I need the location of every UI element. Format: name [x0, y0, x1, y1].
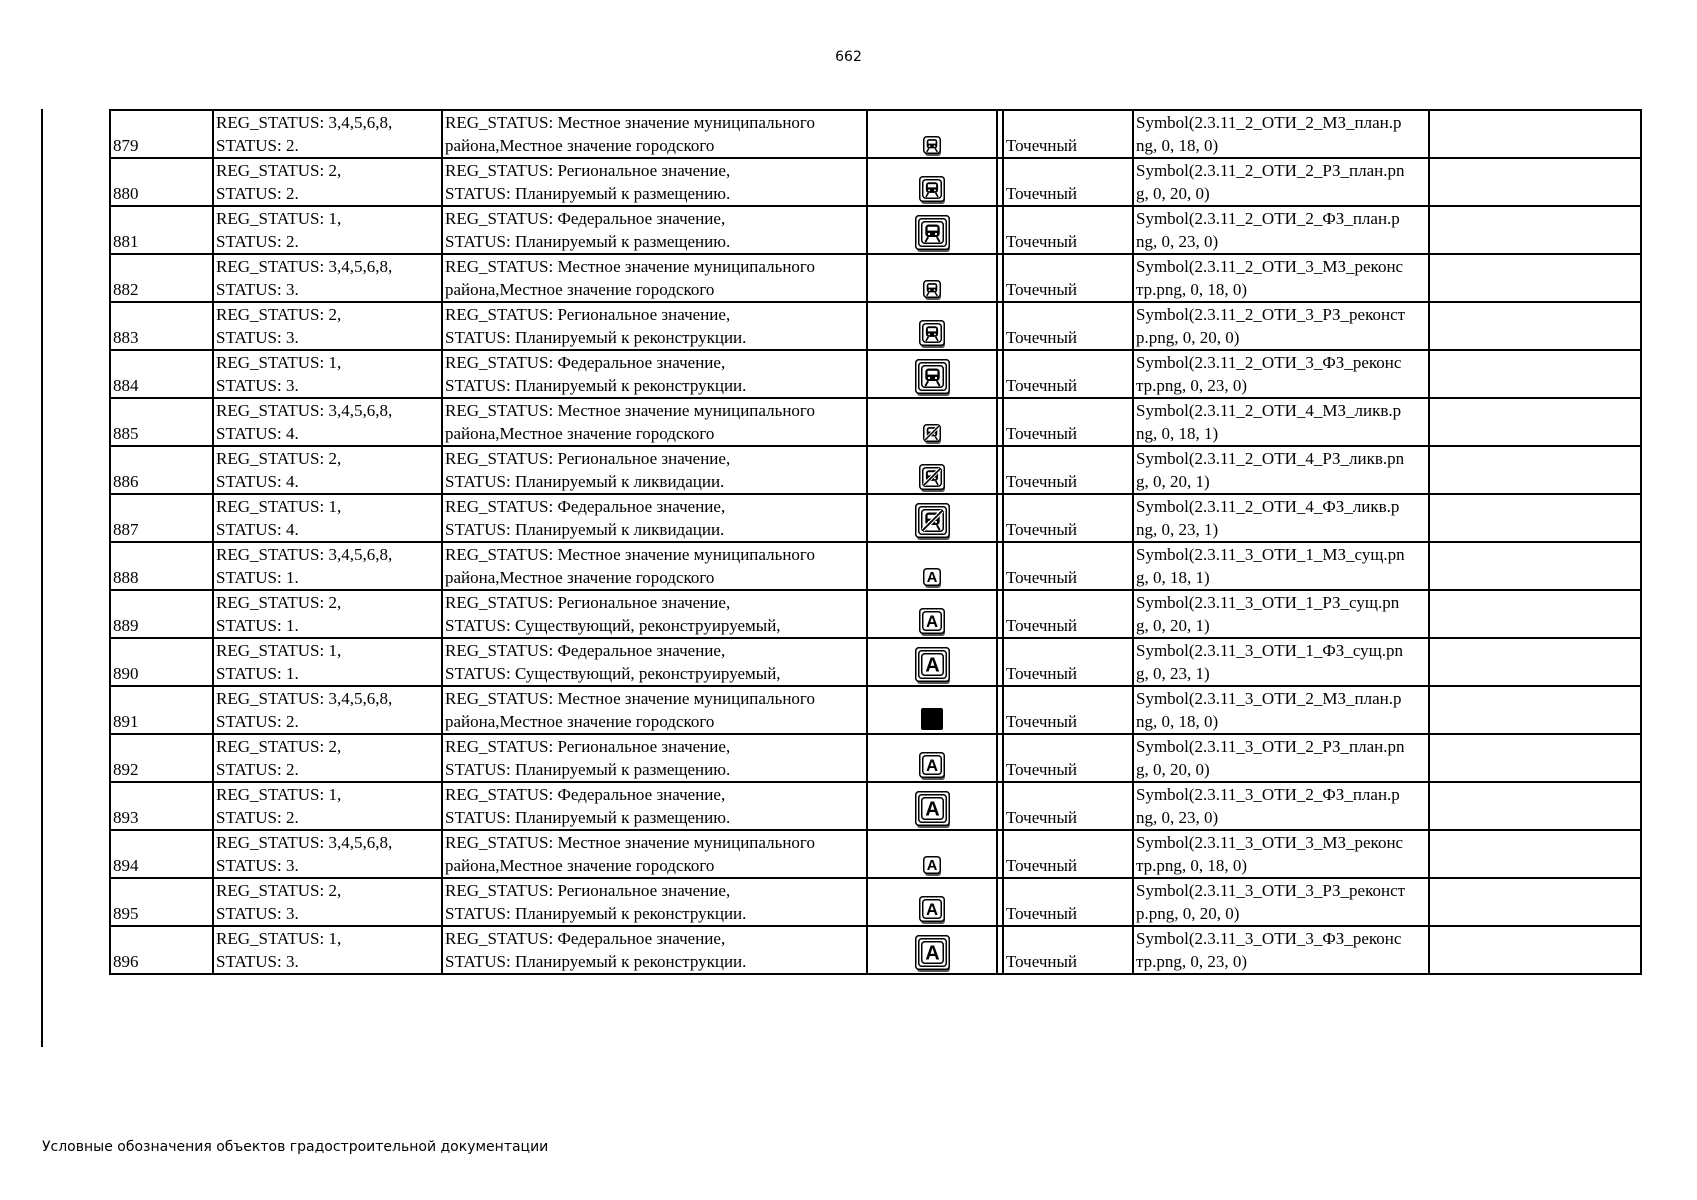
- geometry-type-cell-text: Точечный: [1006, 760, 1078, 779]
- row-number-cell-text: 894: [113, 856, 139, 875]
- empty-cell: [1429, 734, 1641, 782]
- table-row: [110, 158, 1641, 206]
- description-cell-text: REG_STATUS: Региональное значение, STATUS: Планируемый к размещению.: [445, 737, 731, 779]
- symbol-table-body: [110, 110, 1641, 974]
- symbol-cell: [867, 302, 997, 350]
- geometry-type-cell: [1003, 254, 1133, 302]
- train-icon: [914, 358, 951, 397]
- description-cell: [442, 542, 867, 590]
- empty-cell: [1429, 494, 1641, 542]
- row-number-cell-text: 886: [113, 472, 139, 491]
- empty-cell: [1429, 302, 1641, 350]
- empty-cell: [1429, 110, 1641, 158]
- geometry-type-cell-text: Точечный: [1006, 328, 1078, 347]
- geometry-type-cell-text: Точечный: [1006, 376, 1078, 395]
- filter-cell: [213, 446, 442, 494]
- geometry-type-cell: [1003, 734, 1133, 782]
- row-number-cell: [110, 590, 213, 638]
- symbol-cell: [867, 926, 997, 974]
- description-cell-text: REG_STATUS: Местное значение муниципального района,Местное значение городского: [445, 257, 815, 299]
- filter-cell: [213, 926, 442, 974]
- empty-cell: [1429, 254, 1641, 302]
- description-cell-text: REG_STATUS: Федеральное значение, STATUS: Планируемый к реконструкции.: [445, 353, 747, 395]
- description-cell-text: REG_STATUS: Местное значение муниципального района,Местное значение городского: [445, 113, 815, 155]
- symbol-cell: [867, 830, 997, 878]
- svg-text:A: A: [924, 654, 940, 677]
- geometry-type-cell-text: Точечный: [1006, 424, 1078, 443]
- geometry-type-cell-text: Точечный: [1006, 280, 1078, 299]
- row-number-cell-text: 889: [113, 616, 139, 635]
- symbol-expression-cell-text: Symbol(2.3.11_3_ОТИ_3_РЗ_реконст р.png, 0, 20, 0): [1136, 881, 1406, 923]
- description-cell: [442, 494, 867, 542]
- description-cell-text: REG_STATUS: Региональное значение, STATUS: Планируемый к реконструкции.: [445, 881, 747, 923]
- filter-cell: [213, 110, 442, 158]
- symbol-expression-cell-text: Symbol(2.3.11_2_ОТИ_2_ФЗ_план.p ng, 0, 23, 0): [1136, 209, 1400, 251]
- geometry-type-cell: [1003, 110, 1133, 158]
- table-row: [110, 302, 1641, 350]
- geometry-type-cell: [1003, 686, 1133, 734]
- description-cell: [442, 638, 867, 686]
- symbol-expression-cell-text: Symbol(2.3.11_2_ОТИ_2_РЗ_план.pn g, 0, 20, 0): [1136, 161, 1405, 203]
- geometry-type-cell-text: Точечный: [1006, 712, 1078, 731]
- row-number-cell-text: 892: [113, 760, 139, 779]
- row-number-cell: [110, 734, 213, 782]
- filter-cell: [213, 542, 442, 590]
- description-cell: [442, 110, 867, 158]
- description-cell: [442, 158, 867, 206]
- symbol-cell: [867, 638, 997, 686]
- empty-cell: [1429, 206, 1641, 254]
- filter-cell-text: REG_STATUS: 1, STATUS: 4.: [216, 497, 342, 539]
- symbol-expression-cell-text: Symbol(2.3.11_3_ОТИ_3_ФЗ_реконс тр.png, 0, 23, 0): [1136, 929, 1402, 971]
- train-crossed-icon: [922, 423, 942, 445]
- row-number-cell: [110, 542, 213, 590]
- symbol-expression-cell: [1133, 686, 1429, 734]
- row-number-cell-text: 893: [113, 808, 139, 827]
- row-number-cell: [110, 206, 213, 254]
- svg-text:A: A: [926, 858, 938, 875]
- geometry-type-cell: [1003, 350, 1133, 398]
- geometry-type-cell-text: Точечный: [1006, 616, 1078, 635]
- symbol-expression-cell: [1133, 254, 1429, 302]
- row-number-cell: [110, 446, 213, 494]
- symbol-cell: [867, 158, 997, 206]
- symbol-expression-cell-text: Symbol(2.3.11_3_ОТИ_1_РЗ_сущ.pn g, 0, 20, 1): [1136, 593, 1400, 635]
- empty-cell: [1429, 686, 1641, 734]
- geometry-type-cell-text: Точечный: [1006, 232, 1078, 251]
- description-cell-text: REG_STATUS: Местное значение муниципального района,Местное значение городского: [445, 401, 815, 443]
- symbol-cell: [867, 446, 997, 494]
- row-number-cell: [110, 494, 213, 542]
- row-number-cell: [110, 254, 213, 302]
- filter-cell-text: REG_STATUS: 3,4,5,6,8, STATUS: 2.: [216, 689, 393, 731]
- empty-cell: [1429, 878, 1641, 926]
- symbol-cell: [867, 686, 997, 734]
- row-number-cell: [110, 878, 213, 926]
- filter-cell-text: REG_STATUS: 3,4,5,6,8, STATUS: 2.: [216, 113, 393, 155]
- svg-text:A: A: [924, 798, 940, 821]
- filter-cell-text: REG_STATUS: 3,4,5,6,8, STATUS: 3.: [216, 833, 393, 875]
- geometry-type-cell-text: Точечный: [1006, 472, 1078, 491]
- symbol-cell: [867, 398, 997, 446]
- symbol-expression-cell-text: Symbol(2.3.11_2_ОТИ_3_ФЗ_реконс тр.png, 0, 23, 0): [1136, 353, 1402, 395]
- description-cell: [442, 878, 867, 926]
- symbol-expression-cell-text: Symbol(2.3.11_3_ОТИ_2_РЗ_план.pn g, 0, 20, 0): [1136, 737, 1405, 779]
- description-cell-text: REG_STATUS: Региональное значение, STATUS: Существующий, реконструируемый,: [445, 593, 781, 635]
- letter-a-icon: [922, 855, 942, 877]
- empty-cell: [1429, 158, 1641, 206]
- filter-cell-text: REG_STATUS: 2, STATUS: 3.: [216, 881, 342, 923]
- geometry-type-cell: [1003, 638, 1133, 686]
- letter-a-icon: [918, 895, 946, 925]
- symbol-cell: [867, 206, 997, 254]
- table-row: [110, 830, 1641, 878]
- symbol-expression-cell: [1133, 926, 1429, 974]
- description-cell: [442, 926, 867, 974]
- filter-cell-text: REG_STATUS: 2, STATUS: 1.: [216, 593, 342, 635]
- symbol-expression-cell-text: Symbol(2.3.11_3_ОТИ_1_ФЗ_сущ.pn g, 0, 23, 1): [1136, 641, 1403, 683]
- train-icon: [914, 214, 951, 253]
- symbol-expression-cell-text: Symbol(2.3.11_2_ОТИ_3_МЗ_реконс тр.png, 0, 18, 0): [1136, 257, 1404, 299]
- row-number-cell: [110, 782, 213, 830]
- symbol-expression-cell-text: Symbol(2.3.11_2_ОТИ_4_РЗ_ликв.pn g, 0, 20, 1): [1136, 449, 1405, 491]
- table-row: [110, 686, 1641, 734]
- letter-a-icon: [914, 790, 951, 829]
- filter-cell-text: REG_STATUS: 1, STATUS: 3.: [216, 929, 342, 971]
- filter-cell-text: REG_STATUS: 2, STATUS: 3.: [216, 305, 342, 347]
- empty-cell: [1429, 830, 1641, 878]
- table-row: [110, 926, 1641, 974]
- geometry-type-cell: [1003, 494, 1133, 542]
- filter-cell: [213, 254, 442, 302]
- geometry-type-cell: [1003, 782, 1133, 830]
- symbol-expression-cell-text: Symbol(2.3.11_2_ОТИ_2_МЗ_план.p ng, 0, 18, 0): [1136, 113, 1402, 155]
- symbol-cell: [867, 254, 997, 302]
- filter-cell-text: REG_STATUS: 2, STATUS: 2.: [216, 161, 342, 203]
- empty-cell: [1429, 542, 1641, 590]
- filter-cell: [213, 350, 442, 398]
- description-cell-text: REG_STATUS: Федеральное значение, STATUS: Существующий, реконструируемый,: [445, 641, 781, 683]
- table-row: [110, 254, 1641, 302]
- train-icon: [918, 175, 946, 205]
- empty-cell: [1429, 446, 1641, 494]
- description-cell: [442, 830, 867, 878]
- row-number-cell-text: 881: [113, 232, 139, 251]
- page-footer: Условные обозначения объектов градостроительной документации: [42, 1139, 549, 1155]
- row-number-cell-text: 885: [113, 424, 139, 443]
- row-number-cell-text: 896: [113, 952, 139, 971]
- train-icon: [922, 135, 942, 157]
- description-cell: [442, 686, 867, 734]
- description-cell-text: REG_STATUS: Местное значение муниципального района,Местное значение городского: [445, 545, 815, 587]
- geometry-type-cell-text: Точечный: [1006, 136, 1078, 155]
- symbol-expression-cell-text: Symbol(2.3.11_3_ОТИ_2_ФЗ_план.p ng, 0, 23, 0): [1136, 785, 1400, 827]
- filter-cell-text: REG_STATUS: 1, STATUS: 3.: [216, 353, 342, 395]
- letter-a-icon: [914, 646, 951, 685]
- symbol-cell: [867, 590, 997, 638]
- geometry-type-cell: [1003, 590, 1133, 638]
- row-number-cell-text: 895: [113, 904, 139, 923]
- row-number-cell-text: 882: [113, 280, 139, 299]
- row-number-cell-text: 891: [113, 712, 139, 731]
- geometry-type-cell-text: Точечный: [1006, 568, 1078, 587]
- symbol-expression-cell: [1133, 782, 1429, 830]
- filter-cell: [213, 398, 442, 446]
- filter-cell-text: REG_STATUS: 1, STATUS: 2.: [216, 209, 342, 251]
- symbol-expression-cell: [1133, 878, 1429, 926]
- row-number-cell-text: 880: [113, 184, 139, 203]
- description-cell: [442, 254, 867, 302]
- symbol-expression-cell-text: Symbol(2.3.11_3_ОТИ_3_МЗ_реконс тр.png, 0, 18, 0): [1136, 833, 1404, 875]
- row-number-cell: [110, 638, 213, 686]
- train-crossed-icon: [914, 502, 951, 541]
- table-row: [110, 206, 1641, 254]
- symbol-expression-cell: [1133, 206, 1429, 254]
- symbol-cell: [867, 350, 997, 398]
- empty-cell: [1429, 398, 1641, 446]
- geometry-type-cell-text: Точечный: [1006, 808, 1078, 827]
- train-icon: [922, 279, 942, 301]
- description-cell-text: REG_STATUS: Региональное значение, STATUS: Планируемый к реконструкции.: [445, 305, 747, 347]
- table-row: [110, 110, 1641, 158]
- symbol-expression-cell: [1133, 158, 1429, 206]
- table-row: [110, 398, 1641, 446]
- filter-cell: [213, 158, 442, 206]
- symbol-cell: [867, 782, 997, 830]
- geometry-type-cell: [1003, 206, 1133, 254]
- table-row: [110, 638, 1641, 686]
- description-cell: [442, 350, 867, 398]
- symbol-expression-cell: [1133, 494, 1429, 542]
- filter-cell-text: REG_STATUS: 1, STATUS: 2.: [216, 785, 342, 827]
- table-row: [110, 542, 1641, 590]
- geometry-type-cell-text: Точечный: [1006, 952, 1078, 971]
- description-cell-text: REG_STATUS: Региональное значение, STATUS: Планируемый к ликвидации.: [445, 449, 731, 491]
- symbol-cell: [867, 878, 997, 926]
- row-number-cell-text: 879: [113, 136, 139, 155]
- row-number-cell-text: 883: [113, 328, 139, 347]
- filter-cell: [213, 302, 442, 350]
- filter-cell-text: REG_STATUS: 3,4,5,6,8, STATUS: 1.: [216, 545, 393, 587]
- filter-cell: [213, 590, 442, 638]
- row-number-cell-text: 888: [113, 568, 139, 587]
- symbol-expression-cell: [1133, 542, 1429, 590]
- filter-cell-text: REG_STATUS: 2, STATUS: 2.: [216, 737, 342, 779]
- description-cell-text: REG_STATUS: Федеральное значение, STATUS: Планируемый к ликвидации.: [445, 497, 726, 539]
- filter-cell: [213, 830, 442, 878]
- letter-a-icon: [918, 751, 946, 781]
- filter-cell: [213, 734, 442, 782]
- svg-text:A: A: [925, 755, 939, 775]
- row-number-cell-text: 887: [113, 520, 139, 539]
- row-number-cell-text: 884: [113, 376, 139, 395]
- svg-text:A: A: [926, 570, 938, 587]
- table-row: [110, 494, 1641, 542]
- description-cell-text: REG_STATUS: Региональное значение, STATUS: Планируемый к размещению.: [445, 161, 731, 203]
- filter-cell-text: REG_STATUS: 1, STATUS: 1.: [216, 641, 342, 683]
- filter-cell-text: REG_STATUS: 3,4,5,6,8, STATUS: 3.: [216, 257, 393, 299]
- table-row: [110, 590, 1641, 638]
- row-number-cell: [110, 158, 213, 206]
- geometry-type-cell: [1003, 302, 1133, 350]
- symbol-expression-cell: [1133, 398, 1429, 446]
- letter-a-icon: [914, 934, 951, 973]
- symbol-expression-cell-text: Symbol(2.3.11_2_ОТИ_4_МЗ_ликв.p ng, 0, 18, 1): [1136, 401, 1402, 443]
- symbol-cell: [867, 494, 997, 542]
- description-cell-text: REG_STATUS: Федеральное значение, STATUS: Планируемый к размещению.: [445, 209, 731, 251]
- filter-cell: [213, 878, 442, 926]
- geometry-type-cell-text: Точечный: [1006, 664, 1078, 683]
- train-icon: [918, 319, 946, 349]
- geometry-type-cell: [1003, 926, 1133, 974]
- symbol-expression-cell-text: Symbol(2.3.11_3_ОТИ_2_МЗ_план.p ng, 0, 18, 0): [1136, 689, 1402, 731]
- letter-a-icon: [918, 607, 946, 637]
- geometry-type-cell: [1003, 158, 1133, 206]
- svg-text:A: A: [925, 611, 939, 631]
- description-cell: [442, 590, 867, 638]
- description-cell: [442, 398, 867, 446]
- symbol-expression-cell: [1133, 350, 1429, 398]
- symbol-expression-cell: [1133, 110, 1429, 158]
- symbol-cell: [867, 734, 997, 782]
- symbol-expression-cell-text: Symbol(2.3.11_2_ОТИ_4_ФЗ_ликв.p ng, 0, 23, 1): [1136, 497, 1400, 539]
- row-number-cell: [110, 350, 213, 398]
- filter-cell: [213, 686, 442, 734]
- empty-cell: [1429, 782, 1641, 830]
- symbol-cell: [867, 542, 997, 590]
- description-cell-text: REG_STATUS: Федеральное значение, STATUS: Планируемый к реконструкции.: [445, 929, 747, 971]
- symbol-expression-cell: [1133, 830, 1429, 878]
- row-number-cell-text: 890: [113, 664, 139, 683]
- empty-cell: [1429, 926, 1641, 974]
- geometry-type-cell: [1003, 446, 1133, 494]
- svg-text:A: A: [925, 899, 939, 919]
- description-cell-text: REG_STATUS: Местное значение муниципального района,Местное значение городского: [445, 833, 815, 875]
- letter-a-icon: [922, 567, 942, 589]
- table-row: [110, 782, 1641, 830]
- row-number-cell: [110, 830, 213, 878]
- symbol-expression-cell: [1133, 590, 1429, 638]
- page-number: 662: [835, 49, 862, 65]
- filter-cell-text: REG_STATUS: 3,4,5,6,8, STATUS: 4.: [216, 401, 393, 443]
- geometry-type-cell: [1003, 398, 1133, 446]
- row-number-cell: [110, 686, 213, 734]
- train-crossed-icon: [918, 463, 946, 493]
- row-number-cell: [110, 398, 213, 446]
- symbol-expression-cell: [1133, 734, 1429, 782]
- geometry-type-cell: [1003, 830, 1133, 878]
- geometry-type-cell-text: Точечный: [1006, 904, 1078, 923]
- symbol-expression-cell-text: Symbol(2.3.11_2_ОТИ_3_РЗ_реконст р.png, 0, 20, 0): [1136, 305, 1406, 347]
- description-cell: [442, 206, 867, 254]
- empty-cell: [1429, 638, 1641, 686]
- description-cell-text: REG_STATUS: Местное значение муниципального района,Местное значение городского: [445, 689, 815, 731]
- filter-cell: [213, 638, 442, 686]
- row-number-cell: [110, 110, 213, 158]
- description-cell: [442, 782, 867, 830]
- row-number-cell: [110, 926, 213, 974]
- svg-text:A: A: [924, 942, 940, 965]
- table-row: [110, 446, 1641, 494]
- description-cell: [442, 446, 867, 494]
- filter-cell: [213, 494, 442, 542]
- symbol-cell: [867, 110, 997, 158]
- geometry-type-cell: [1003, 878, 1133, 926]
- symbol-expression-cell-text: Symbol(2.3.11_3_ОТИ_1_МЗ_сущ.pn g, 0, 18, 1): [1136, 545, 1405, 587]
- filter-cell-text: REG_STATUS: 2, STATUS: 4.: [216, 449, 342, 491]
- symbol-table: [109, 109, 1642, 975]
- symbol-expression-cell: [1133, 446, 1429, 494]
- description-cell: [442, 302, 867, 350]
- row-number-cell: [110, 302, 213, 350]
- geometry-type-cell-text: Точечный: [1006, 184, 1078, 203]
- description-cell-text: REG_STATUS: Федеральное значение, STATUS: Планируемый к размещению.: [445, 785, 731, 827]
- table-row: [110, 734, 1641, 782]
- left-margin-rule: [41, 109, 43, 1047]
- geometry-type-cell-text: Точечный: [1006, 520, 1078, 539]
- filter-cell: [213, 206, 442, 254]
- geometry-type-cell-text: Точечный: [1006, 856, 1078, 875]
- table-row: [110, 878, 1641, 926]
- filled-square-icon: [920, 707, 944, 733]
- geometry-type-cell: [1003, 542, 1133, 590]
- symbol-expression-cell: [1133, 302, 1429, 350]
- empty-cell: [1429, 590, 1641, 638]
- filter-cell: [213, 782, 442, 830]
- symbol-expression-cell: [1133, 638, 1429, 686]
- empty-cell: [1429, 350, 1641, 398]
- table-row: [110, 350, 1641, 398]
- description-cell: [442, 734, 867, 782]
